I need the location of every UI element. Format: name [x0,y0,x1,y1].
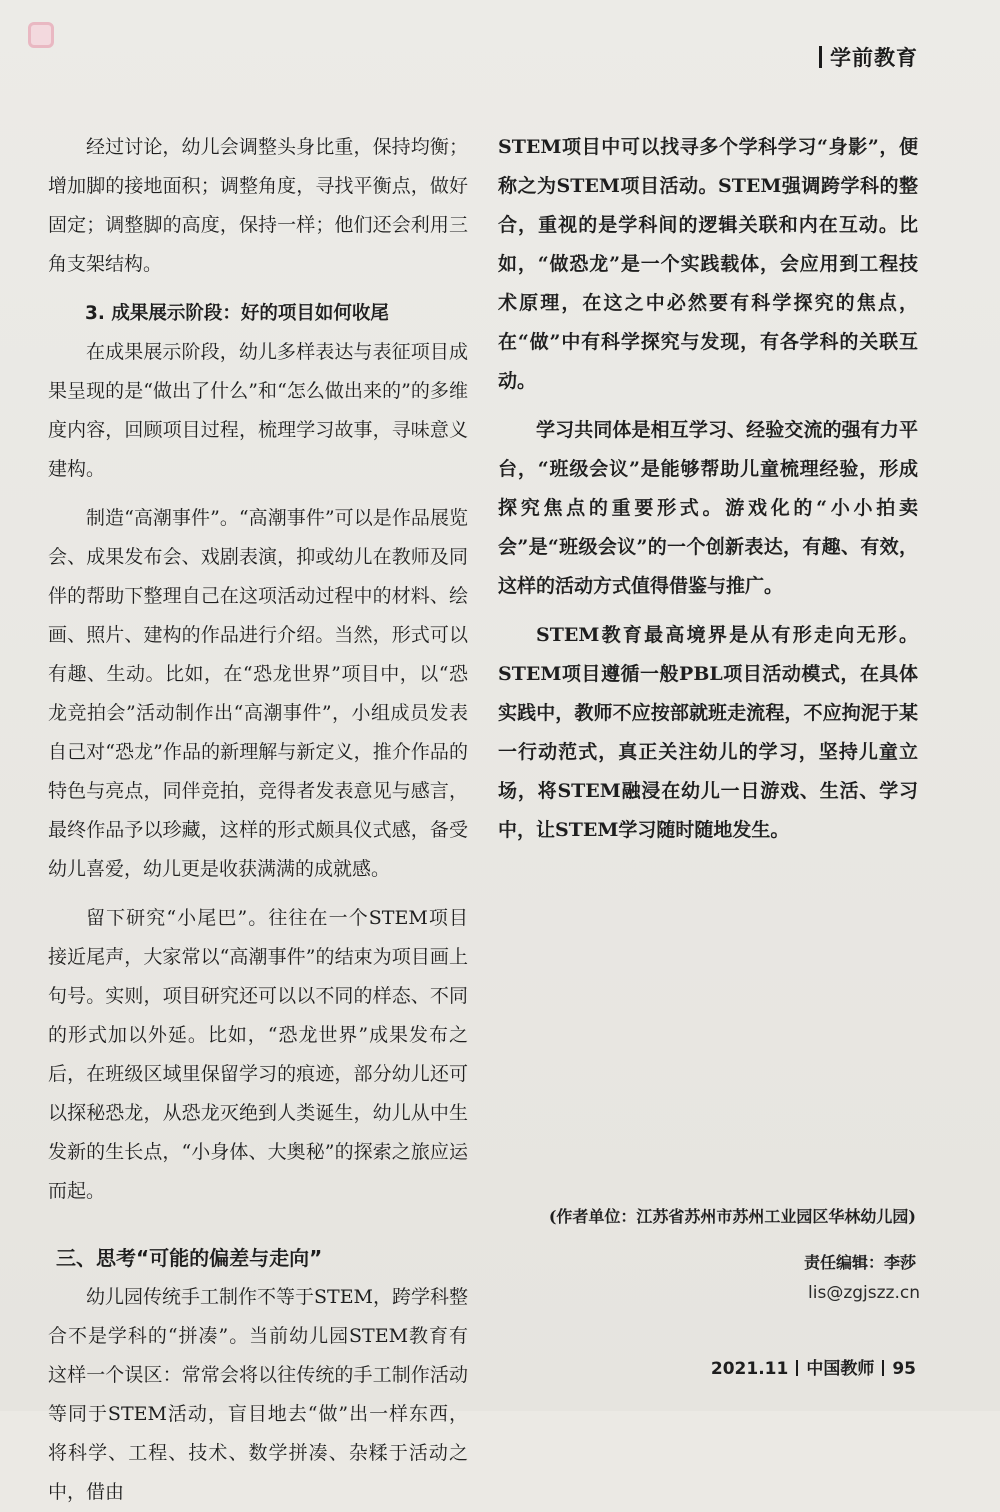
footer-divider [796,1360,798,1376]
right-column [498,128,918,850]
left-paragraph-1: 经过讨论，幼儿会调整头身比重，保持均衡；增加脚的接地面积；调整角度，寻找平衡点，做好固定；调整脚的高度，保持一样；他们还会利用三角支架结构。 [48,136,468,275]
corner-logo-icon [28,22,54,48]
right-paragraph-2: 学习共同体是相互学习、经验交流的强有力平台，“班级会议”是能够帮助儿童梳理经验，形成探究焦点的重要形式。游戏化的“小小拍卖会”是“班级会议”的一个创新表达，有趣、有效，这样的活动方式值得借鉴与推广。 [498,419,918,597]
footer-divider [882,1360,884,1376]
section-heading-3: 三、思考“可能的偏差与走向” [56,1246,323,1270]
responsible-editor: 责任编辑：李莎 [803,1253,916,1272]
subheading-stage-3: 3. 成果展示阶段：好的项目如何收尾 [85,303,389,324]
page-number: 95 [892,1359,916,1379]
right-paragraph-3: STEM教育最高境界是从有形走向无形。STEM项目遵循一般PBL项目活动模式，在具体实践中，教师不应按部就班走流程，不应拘泥于某一行动范式，真正关注幼儿的学习，坚持儿童立场，将STEM融浸在幼儿一日游戏、生活、学习中，让STEM学习随时随地发生。 [498,624,918,841]
author-unit: (作者单位：江苏省苏州市苏州工业园区华林幼儿园) [548,1207,916,1226]
section-tag-bar [819,46,822,68]
left-paragraph-5: 幼儿园传统手工制作不等于STEM，跨学科整合不是学科的“拼凑”。当前幼儿园STEM教育有这样一个误区：常常会将以往传统的手工制作活动等同于STEM活动，盲目地去“做”出一样东西，将科学、工程、技术、数学拼凑、杂糅于活动之中，借由 [48,1286,469,1503]
left-column [48,128,468,1512]
left-paragraph-4: 留下研究“小尾巴”。往往在一个STEM项目接近尾声，大家常以“高潮事件”的结束为项目画上句号。实则，项目研究还可以以不同的样态、不同的形式加以外延。比如，“恐龙世界”成果发布之后，在班级区域里保留学习的痕迹，部分幼儿还可以探秘恐龙，从恐龙灭绝到人类诞生，幼儿从中生发新的生长点，“小身体、大奥秘”的探索之旅应运而起。 [48,907,468,1202]
left-paragraph-2: 在成果展示阶段，幼儿多样表达与表征项目成果呈现的是“做出了什么”和“怎么做出来的”的多维度内容，回顾项目过程，梳理学习故事，寻味意义建构。 [48,341,468,480]
issue-date: 2021.11 [710,1359,789,1379]
left-paragraph-3: 制造“高潮事件”。“高潮事件”可以是作品展览会、成果发布会、戏剧表演，抑或幼儿在教师及同伴的帮助下整理自己在这项活动过程中的材料、绘画、照片、建构的作品进行介绍。当然，形式可以有趣、生动。比如，在“恐龙世界”项目中，以“恐龙竞拍会”活动制作出“高潮事件”，小组成员发表自己对“恐龙”作品的新理解与新定义，推介作品的特色与亮点，同伴竞拍，竞得者发表意见与感言，最终作品予以珍藏，这样的形式颇具仪式感，备受幼儿喜爱，幼儿更是收获满满的成就感。 [48,507,468,880]
section-tag-label: 学前教育 [830,46,918,70]
section-tag [819,42,918,72]
page-footer [711,1354,916,1379]
editor-email: lis@zgjszz.cn [808,1283,920,1303]
right-paragraph-1: STEM项目中可以找寻多个学科学习“身影”，便称之为STEM项目活动。STEM强调跨学科的整合，重视的是学科间的逻辑关联和内在互动。比如，“做恐龙”是一个实践载体，会应用到工程技术原理，在这之中必然要有科学探究的焦点，在“做”中有科学探究与发现，有各学科的关联互动。 [498,136,918,392]
magazine-name: 中国教师 [806,1359,875,1379]
